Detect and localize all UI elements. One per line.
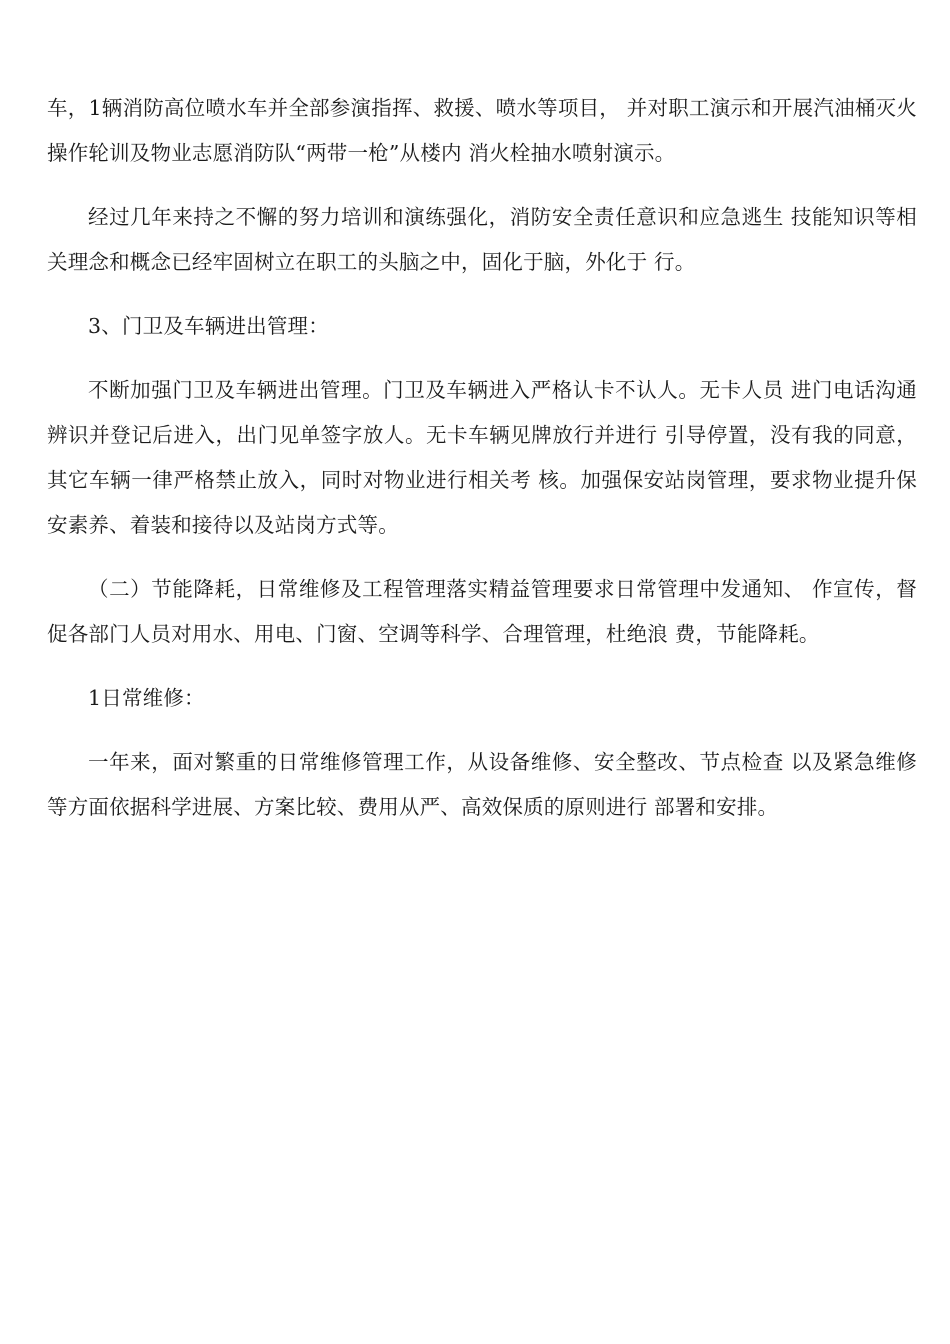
document-body	[47, 86, 917, 849]
section-heading-daily-maintenance: 1日常维修：	[88, 686, 205, 710]
paragraph-daily-maintenance: 一年来，面对繁重的日常维修管理工作，从设备维修、安全整改、节点检查 以及紧急维修等方面依据科学进展、方案比较、费用从严、高效保质的原则进行 部署和安排。	[47, 750, 917, 819]
section-heading-gate-vehicle: 3、门卫及车辆进出管理：	[88, 314, 329, 338]
paragraph-energy-saving: （二）节能降耗，日常维修及工程管理落实精益管理要求日常管理中发通知、 作宣传，督促各部门人员对用水、用电、门窗、空调等科学、合理管理，杜绝浪 费，节能降耗。	[47, 577, 917, 646]
paragraph-gate-vehicle: 不断加强门卫及车辆进出管理。门卫及车辆进入严格认卡不认人。无卡人员 进门电话沟通辨识并登记后进入，出门见单签字放人。无卡车辆见牌放行并进行 引导停置，没有我的同意，其它车辆一律严格禁止放入，同时对物业进行相关考 核。加强保安站岗管理，要求物业提升保安素养、着装和接待以及站岗方式等。	[47, 378, 917, 537]
paragraph-continued: 车，1辆消防高位喷水车并全部参演指挥、救援、喷水等项目， 并对职工演示和开展汽油桶灭火操作轮训及物业志愿消防队“两带一枪”从楼内 消火栓抽水喷射演示。	[47, 96, 917, 165]
paragraph-training-summary: 经过几年来持之不懈的努力培训和演练强化，消防安全责任意识和应急逃生 技能知识等相关理念和概念已经牢固树立在职工的头脑之中，固化于脑，外化于 行。	[47, 205, 917, 274]
